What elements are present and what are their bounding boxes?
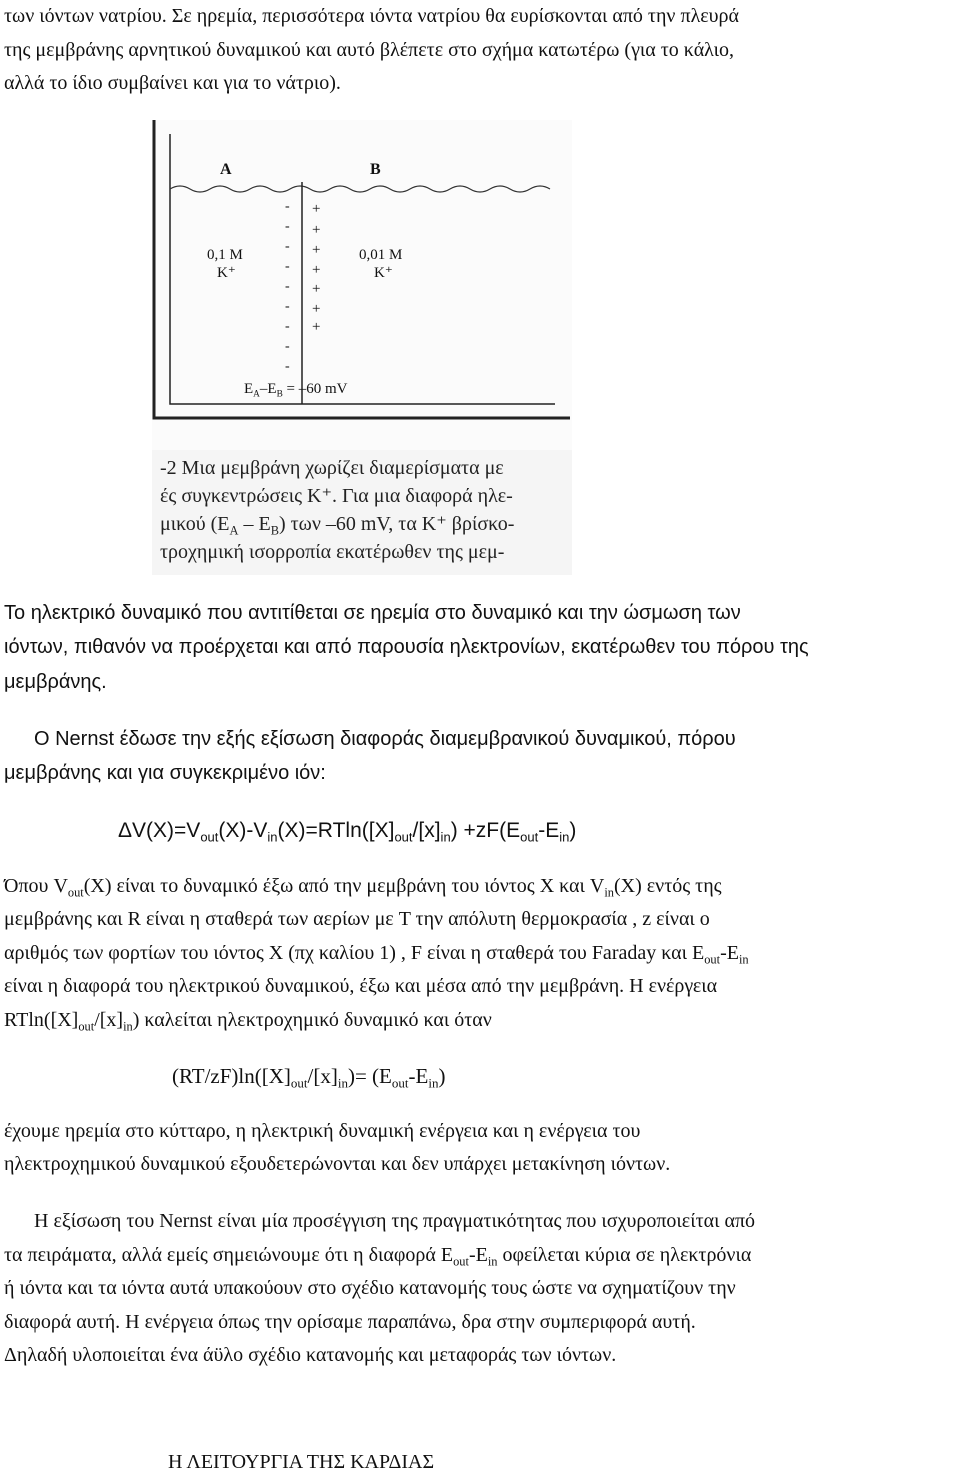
para1-line-1: Το ηλεκτρικό δυναμικό που αντιτίθεται σε ηρεμία στο δυναμικό και την ώσμωση των [4, 602, 741, 624]
caption-line-4: τροχημική ισορροπία εκατέρωθεν της μεμ- [160, 541, 505, 563]
caption-line-1: -2 Μια μεμβράνη χωρίζει διαμερίσματα με [160, 457, 504, 479]
minus-charge: - [285, 299, 290, 314]
plus-charge: + [312, 242, 321, 258]
para3-line-2: μεμβράνης και R είναι η σταθερά των αερίων με T την απόλυτη θερμοκρασία , z είναι ο [4, 908, 710, 930]
ion-b: K⁺ [374, 265, 393, 281]
minus-charge: - [285, 319, 290, 334]
figure-caption [152, 450, 572, 575]
para5-line-2: τα πειράματα, αλλά εμείς σημειώνουμε ότι η διαφορά $E_{out}-E_{in}$ οφείλεται κύρια σε ηλεκτρόνια [4, 1244, 752, 1269]
intro-line-1: των ιόντων νατρίου. Σε ηρεμία, περισσότερα ιόντα νατρίου θα ευρίσκονται από την πλευρά [4, 5, 740, 27]
caption-line-2: ές συγκεντρώσεις K⁺. Για μια διαφορά ηλε- [160, 485, 513, 507]
plus-charge: + [312, 222, 321, 238]
plus-charge: + [312, 201, 321, 217]
para5-line-4: διαφορά αυτή. Η ενέργεια όπως την ορίσαμε παραπάνω, δρα στην συμπεριφορά αυτή. [4, 1311, 696, 1333]
para2-line-1: Ο Nernst έδωσε την εξής εξίσωση διαφοράς διαμεμβρανικού δυναμικού, πόρου [34, 728, 736, 750]
minus-charge: - [285, 239, 290, 254]
caption-line-3: μικού $(E_A - E_B)$ των –60 mV, τα K⁺ βρίσκο- [160, 513, 515, 538]
membrane-figure [152, 120, 572, 575]
minus-charge: - [285, 259, 290, 274]
minus-charge: - [285, 219, 290, 234]
para4-line-1: έχουμε ηρεμία στο κύτταρο, η ηλεκτρική δυναμική ενέργεια και η ενέργεια του [4, 1120, 641, 1142]
para3-line-4: είναι η διαφορά του ηλεκτρικού δυναμικού, έξω και μέσα από την μεμβράνη. Η ενέργεια [4, 975, 718, 997]
minus-charge: - [285, 339, 290, 354]
para4-line-2: ηλεκτροχημικού δυναμικού εξουδετερώνονται και δεν υπάρχει μετακίνηση ιόντων. [4, 1153, 671, 1175]
plus-charge: + [312, 319, 321, 335]
section-heading: Η ΛΕΙΤΟΥΡΓΙΑ ΤΗΣ ΚΑΡΔΙΑΣ [168, 1451, 435, 1473]
para3-line-5: $RTln([X]_{out}/[x]_{in})$ καλείται ηλεκτροχημικό δυναμικό και όταν [4, 1009, 492, 1034]
para2-line-2: μεμβράνης και για συγκεκριμένο ιόν: [4, 762, 326, 784]
minus-charge: - [285, 279, 290, 294]
nernst-equation: $\Delta V(X)=V_{out}(X)-V_{in}(X)=RTln([X]_{out}/[x]_{in}) +zF(E_{out}-E_{in})$ [118, 819, 577, 845]
compartment-b-label: B [370, 161, 381, 178]
compartment-a-label: A [220, 161, 232, 178]
para5-line-5: Δηλαδή υλοποιείται ένα άϋλο σχέδιο κατανομής και μεταφοράς των ιόντων. [4, 1344, 617, 1366]
potential-difference-label: $E_A-E_B = -60$ mV [244, 381, 348, 400]
plus-charge: + [312, 281, 321, 297]
figure-diagram [152, 120, 572, 450]
minus-charge: - [285, 359, 290, 374]
para1-line-3: μεμβράνης. [4, 671, 107, 693]
concentration-b: 0,01 M [359, 247, 403, 263]
intro-line-2: της μεμβράνης αρνητικού δυναμικού και αυτό βλέπετε στο σχήμα κατωτέρω (για το κάλιο, [4, 39, 735, 61]
plus-charge: + [312, 262, 321, 278]
intro-line-3: αλλά το ίδιο συμβαίνει και για το νάτριο). [4, 72, 341, 94]
plus-charge: + [312, 301, 321, 317]
ion-a: K⁺ [217, 265, 236, 281]
para5-line-3: ή ιόντα και τα ιόντα αυτά υπακούουν στο σχέδιο κατανομής τους ώστε να σχηματίζουν την [4, 1277, 736, 1299]
minus-charge: - [285, 199, 290, 214]
para3-line-1: Όπου $V_{out}(X)$ είναι το δυναμικό έξω από την μεμβράνη του ιόντος X και $V_{in}(X)$ εντός της [4, 875, 722, 900]
concentration-a: 0,1 M [207, 247, 243, 263]
equilibrium-equation: $(RT/zF)\ln([X]_{out}/[x]_{in})= (E_{out}-E_{in})$ [172, 1064, 446, 1091]
para3-line-3: αριθμός των φορτίων του ιόντος X (πχ καλίου 1) , F είναι η σταθερά του Faraday και $E_{out}-E_{in}$ [4, 942, 749, 967]
para1-line-2: ιόντων, πιθανόν να προέρχεται και από παρουσία ηλεκτρονίων, εκατέρωθεν του πόρου της [4, 636, 809, 658]
tank-drawing [152, 120, 572, 450]
para5-line-1: Η εξίσωση του Nernst είναι μία προσέγγιση της πραγματικότητας που ισχυροποιείται από [34, 1210, 756, 1232]
